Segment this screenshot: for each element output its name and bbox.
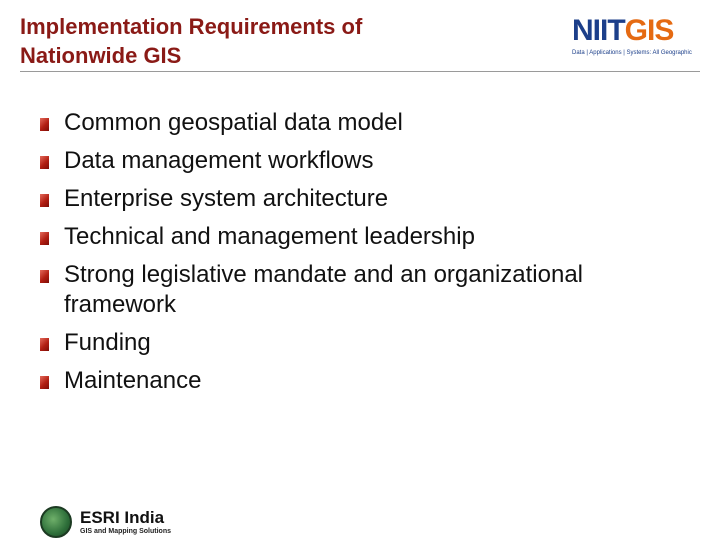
bullet-item [40, 146, 690, 176]
esri-india-name: ESRI India [80, 508, 165, 527]
bullet-item [40, 366, 690, 396]
bullet-marker-icon [40, 194, 49, 207]
slide-title-line-1: Implementation Requirements of [20, 14, 363, 39]
slide-title [20, 12, 540, 70]
bullet-marker-icon [40, 338, 49, 351]
niit-wordmark: NIIT [572, 14, 625, 47]
gis-wordmark: GIS [624, 14, 674, 47]
bullet-text: Technical and management leadership [64, 223, 475, 250]
niit-gis-tagline: Data | Applications | Systems: All Geographic [572, 50, 692, 56]
bullet-text: Funding [64, 329, 151, 356]
bullet-text: Strong legislative mandate and an organizational framework [64, 261, 584, 318]
bullet-item [40, 184, 690, 214]
bullet-text: Common geospatial data model [64, 109, 403, 136]
niit-gis-logo [572, 14, 712, 66]
bullet-item [40, 328, 690, 358]
bullet-marker-icon [40, 232, 49, 245]
bullet-item [40, 222, 690, 252]
title-divider [20, 71, 700, 72]
bullet-marker-icon [40, 376, 49, 389]
slide-title-line-2: Nationwide GIS [20, 43, 182, 68]
bullet-marker-icon [40, 156, 49, 169]
bullet-item [40, 108, 690, 138]
bullet-list [40, 108, 690, 404]
esri-india-subtitle: GIS and Mapping Solutions [80, 528, 171, 535]
bullet-marker-icon [40, 118, 49, 131]
esri-india-logo [40, 502, 240, 538]
bullet-marker-icon [40, 270, 49, 283]
bullet-text: Enterprise system architecture [64, 185, 389, 212]
niit-gis-brand [572, 14, 712, 48]
bullet-text: Maintenance [64, 367, 202, 394]
bullet-text: Data management workflows [64, 147, 374, 174]
globe-icon [40, 506, 72, 538]
bullet-item [40, 260, 690, 320]
